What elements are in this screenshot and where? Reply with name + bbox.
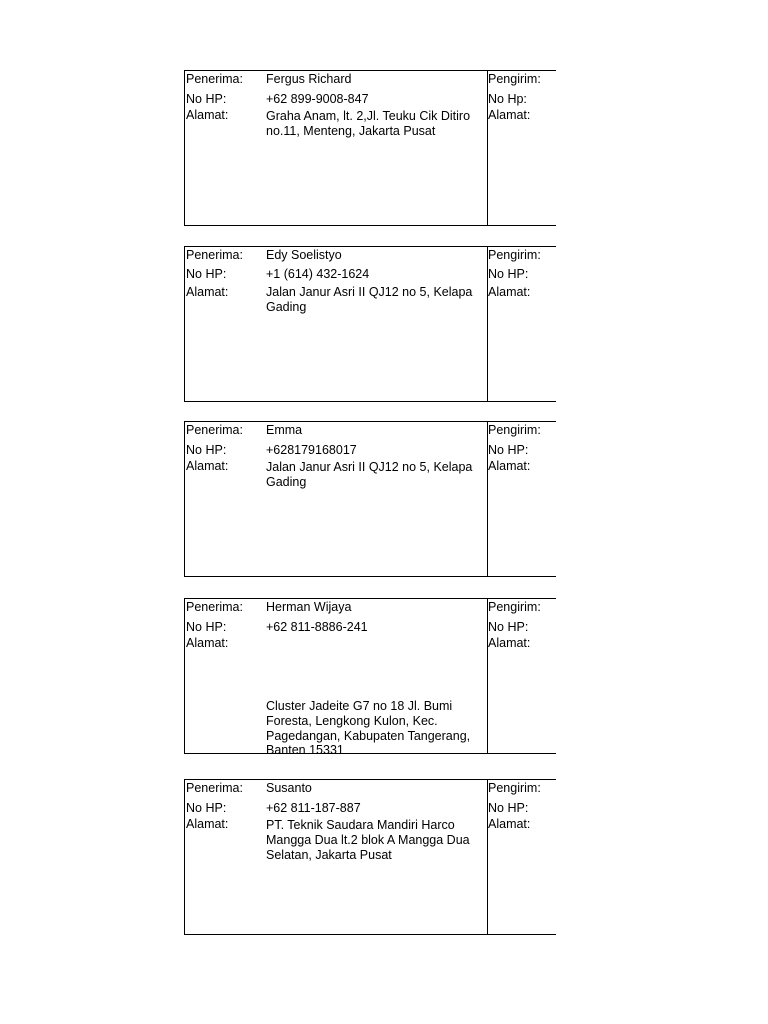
phone-label: No HP:: [186, 620, 227, 634]
phone-label: No HP:: [186, 92, 227, 106]
address-label: Alamat:: [186, 285, 229, 299]
sender-address-label: Alamat:: [488, 459, 531, 473]
sender-phone-label: No HP:: [488, 620, 529, 634]
recipient-phone: +62 899-9008-847: [266, 92, 369, 106]
recipient-label: Penerima:: [186, 600, 243, 614]
address-label: Alamat:: [186, 817, 229, 831]
recipient-name: Susanto: [266, 781, 312, 795]
phone-label: No HP:: [186, 267, 227, 281]
recipient-address: Jalan Janur Asri II QJ12 no 5, Kelapa Gading: [266, 285, 473, 314]
phone-label: No HP:: [186, 801, 227, 815]
shipping-label: [184, 598, 556, 758]
sender-address-label: Alamat:: [488, 817, 531, 831]
address-label: Alamat:: [186, 459, 229, 473]
address-label: Alamat:: [186, 636, 229, 650]
recipient-address: PT. Teknik Saudara Mandiri Harco Mangga Dua lt.2 blok A Mangga Dua Selatan, Jakarta Pusat: [266, 818, 470, 862]
recipient-phone: +62 811-8886-241: [266, 620, 368, 634]
sender-label: Pengirim:: [488, 781, 541, 795]
recipient-phone: +628179168017: [266, 443, 357, 457]
sender-phone-label: No HP:: [488, 267, 529, 281]
shipping-label: [184, 70, 556, 226]
phone-label: No HP:: [186, 443, 227, 457]
recipient-phone: +1 (614) 432-1624: [266, 267, 370, 281]
recipient-address: Jalan Janur Asri II QJ12 no 5, Kelapa Gading: [266, 460, 473, 489]
recipient-name: Edy Soelistyo: [266, 248, 342, 262]
address-label: Alamat:: [186, 108, 229, 122]
sender-phone-label: No HP:: [488, 443, 529, 457]
sender-label: Pengirim:: [488, 600, 541, 614]
sender-address-label: Alamat:: [488, 285, 531, 299]
recipient-address: Graha Anam, lt. 2,Jl. Teuku Cik Ditiro no.11, Menteng, Jakarta Pusat: [266, 109, 471, 138]
recipient-name: Emma: [266, 423, 303, 437]
sender-phone-label: No HP:: [488, 801, 529, 815]
recipient-address: Cluster Jadeite G7 no 18 Jl. Bumi Foresta, Lengkong Kulon, Kec. Pagedangan, Kabupaten Tangerang, Banten 15331: [266, 699, 471, 758]
shipping-label: [184, 246, 556, 402]
sender-label: Pengirim:: [488, 72, 541, 86]
recipient-label: Penerima:: [186, 423, 243, 437]
shipping-label: [184, 779, 556, 935]
sender-address-label: Alamat:: [488, 108, 531, 122]
recipient-label: Penerima:: [186, 72, 243, 86]
sender-address-label: Alamat:: [488, 636, 531, 650]
sender-label: Pengirim:: [488, 248, 541, 262]
shipping-label: [184, 421, 556, 577]
recipient-phone: +62 811-187-887: [266, 801, 361, 815]
sender-phone-label: No Hp:: [488, 92, 527, 106]
recipient-name: Herman Wijaya: [266, 600, 352, 614]
recipient-label: Penerima:: [186, 781, 243, 795]
sender-label: Pengirim:: [488, 423, 541, 437]
recipient-name: Fergus Richard: [266, 72, 352, 86]
recipient-label: Penerima:: [186, 248, 243, 262]
